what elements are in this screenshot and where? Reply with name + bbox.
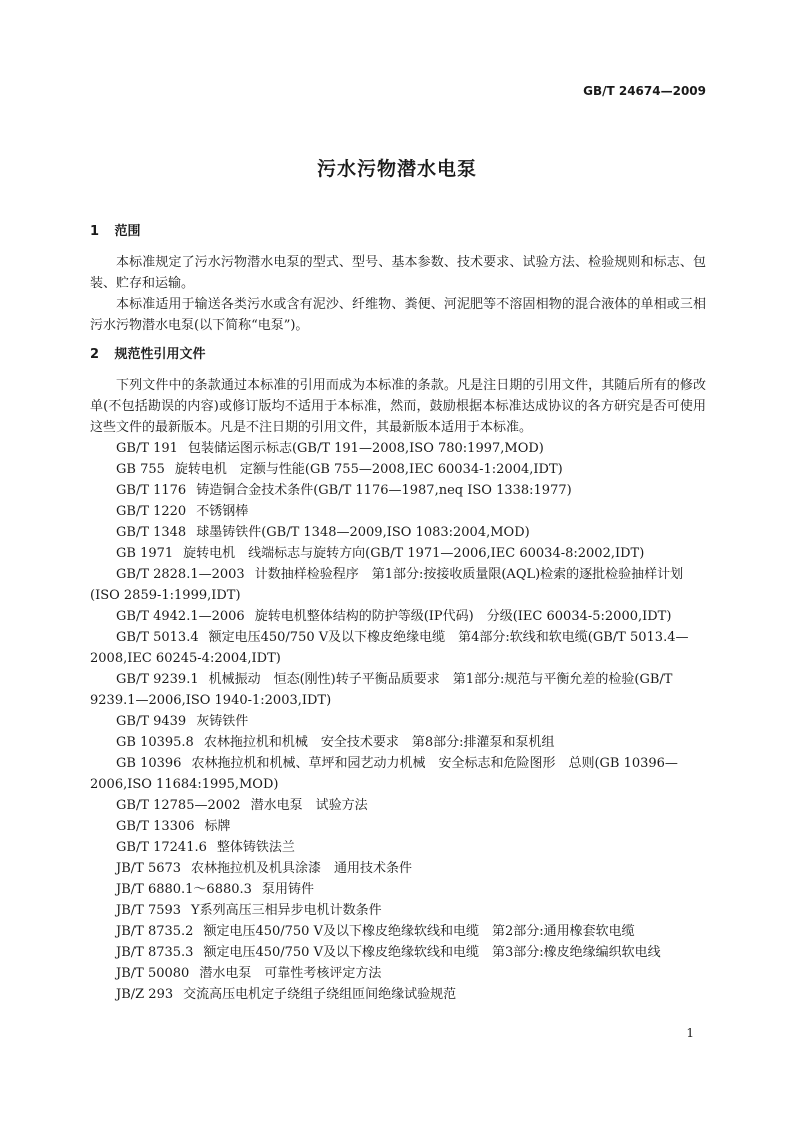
paragraph: 本标准适用于输送各类污水或含有泥沙、纤维物、粪便、河泥肥等不溶固相物的混合液体的单相或三相污水污物潜水电泵(以下简称“电泵”)。 — [90, 297, 706, 333]
reference-code: GB 10396 — [116, 756, 182, 771]
reference-title: 泵用铸件 — [261, 882, 314, 897]
reference-item — [90, 984, 706, 1005]
reference-item — [90, 543, 706, 564]
reference-item — [90, 564, 706, 606]
paragraph: 下列文件中的条款通过本标准的引用而成为本标准的条款。凡是注日期的引用文件，其随后所有的修改单(不包括勘误的内容)或修订版均不适用于本标准，然而，鼓励根据本标准达成协议的各方研究是否可使用这些文件的最新版本。凡是不注日期的引用文件，其最新版本适用于本标准。 — [90, 378, 706, 435]
reference-code: JB/T 8735.3 — [116, 945, 194, 960]
reference-title: 灰铸铁件 — [196, 714, 249, 729]
reference-code: JB/T 5673 — [116, 861, 182, 876]
reference-code: JB/T 7593 — [116, 903, 182, 918]
reference-title: 整体铸铁法兰 — [216, 840, 295, 855]
reference-title: 不锈钢棒 — [196, 504, 249, 519]
reference-title: 旋转电机 定额与性能(GB 755—2008,IEC 60034-1:2004,IDT) — [174, 462, 563, 477]
reference-item — [90, 753, 706, 795]
reference-title: 额定电压450/750 V及以下橡皮绝缘软线和电缆 第3部分:橡皮绝缘编织软电线 — [203, 945, 661, 960]
reference-code: GB 755 — [116, 462, 165, 477]
reference-item — [90, 837, 706, 858]
reference-item — [90, 711, 706, 732]
paragraph: 本标准规定了污水污物潜水电泵的型式、型号、基本参数、技术要求、试验方法、检验规则和标志、包装、贮存和运输。 — [90, 255, 706, 291]
reference-title: 交流高压电机定子绕组子绕组匝间绝缘试验规范 — [183, 987, 457, 1002]
reference-code: GB/T 2828.1—2003 — [116, 567, 245, 582]
section-normative-references — [90, 344, 706, 1005]
section-scope — [90, 221, 706, 336]
reference-item — [90, 627, 706, 669]
reference-item — [90, 963, 706, 984]
reference-item — [90, 438, 706, 459]
reference-title: 农林拖拉机及机具涂漆 通用技术条件 — [191, 861, 413, 876]
section-title: 规范性引用文件 — [114, 347, 206, 362]
reference-item — [90, 522, 706, 543]
reference-code: GB/T 4942.1—2006 — [116, 609, 245, 624]
reference-code: JB/T 50080 — [116, 966, 190, 981]
reference-list — [90, 438, 706, 1005]
reference-code: JB/Z 293 — [116, 987, 174, 1002]
reference-code: GB/T 1176 — [116, 483, 187, 498]
document-body — [90, 221, 706, 1005]
reference-code: GB 1971 — [116, 546, 174, 561]
reference-item — [90, 900, 706, 921]
section-number: 1 — [90, 224, 100, 239]
reference-item — [90, 501, 706, 522]
reference-code: GB/T 1220 — [116, 504, 187, 519]
reference-title: 包装储运图示标志(GB/T 191—2008,ISO 780:1997,MOD) — [187, 441, 544, 456]
reference-code: GB/T 191 — [116, 441, 178, 456]
reference-item — [90, 879, 706, 900]
document-title: 污水污物潜水电泵 — [316, 158, 477, 180]
reference-item — [90, 858, 706, 879]
reference-item — [90, 480, 706, 501]
reference-item — [90, 732, 706, 753]
reference-code: GB/T 1348 — [116, 525, 187, 540]
reference-title: 计数抽样检验程序 第1部分:按接收质量限(AQL)检索的逐批检验抽样计划(ISO 2859-1:1999,IDT) — [90, 567, 684, 603]
reference-title: 旋转电机整体结构的防护等级(IP代码) 分级(IEC 60034-5:2000,IDT) — [254, 609, 672, 624]
reference-title: 潜水电泵 可靠性考核评定方法 — [199, 966, 382, 981]
reference-item — [90, 459, 706, 480]
reference-title: 农林拖拉机和机械、草坪和园艺动力机械 安全标志和危险图形 总则(GB 10396—2006,ISO 11684:1995,MOD) — [90, 756, 678, 792]
section-number: 2 — [90, 347, 100, 362]
section-heading — [90, 221, 706, 242]
reference-item — [90, 795, 706, 816]
reference-code: GB/T 5013.4 — [116, 630, 199, 645]
reference-title: 机械振动 恒态(刚性)转子平衡品质要求 第1部分:规范与平衡允差的检验(GB/T 9239.1—2006,ISO 1940-1:2003,IDT) — [90, 672, 673, 708]
reference-title: 额定电压450/750 V及以下橡皮绝缘软线和电缆 第2部分:通用橡套软电缆 — [203, 924, 635, 939]
reference-code: GB/T 17241.6 — [116, 840, 207, 855]
reference-code: GB/T 9439 — [116, 714, 187, 729]
reference-title: Y系列高压三相异步电机计数条件 — [191, 903, 382, 918]
reference-title: 农林拖拉机和机械 安全技术要求 第8部分:排灌泵和泵机组 — [203, 735, 555, 750]
reference-title: 旋转电机 线端标志与旋转方向(GB/T 1971—2006,IEC 60034-8:2002,IDT) — [183, 546, 645, 561]
reference-title: 额定电压450/750 V及以下橡皮绝缘电缆 第4部分:软线和软电缆(GB/T 5013.4—2008,IEC 60245-4:2004,IDT) — [90, 630, 689, 666]
reference-item — [90, 606, 706, 627]
reference-item — [90, 816, 706, 837]
reference-title: 标牌 — [204, 819, 231, 834]
standard-code: GB/T 24674—2009 — [583, 84, 706, 98]
reference-code: JB/T 6880.1～6880.3 — [116, 882, 252, 897]
page-number: 1 — [686, 1026, 694, 1040]
reference-item — [90, 942, 706, 963]
reference-title: 铸造铜合金技术条件(GB/T 1176—1987,neq ISO 1338:1977) — [196, 483, 572, 498]
reference-item — [90, 921, 706, 942]
reference-code: GB/T 13306 — [116, 819, 195, 834]
reference-item — [90, 669, 706, 711]
reference-code: JB/T 8735.2 — [116, 924, 194, 939]
reference-title: 球墨铸铁件(GB/T 1348—2009,ISO 1083:2004,MOD) — [196, 525, 530, 540]
reference-code: GB/T 9239.1 — [116, 672, 199, 687]
section-heading — [90, 344, 706, 365]
reference-code: GB/T 12785—2002 — [116, 798, 241, 813]
reference-code: GB 10395.8 — [116, 735, 194, 750]
section-title: 范围 — [114, 224, 141, 239]
reference-title: 潜水电泵 试验方法 — [250, 798, 368, 813]
